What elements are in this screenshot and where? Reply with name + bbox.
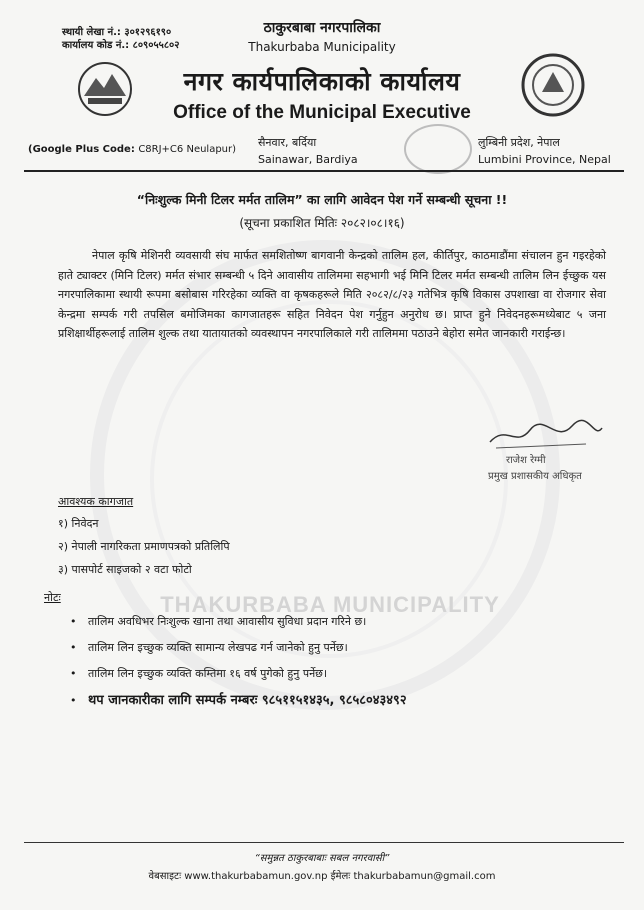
municipality-name-en: Thakurbaba Municipality [248, 40, 396, 54]
note-item [70, 666, 327, 681]
note-text: तालिम लिन इच्छुक व्यक्ति सामान्य लेखपढ गर्न जानेको हुनु पर्नेछ। [88, 641, 348, 654]
municipality-name-np: ठाकुरबाबा नगरपालिका [263, 20, 381, 36]
province-np: लुम्बिनी प्रदेश, नेपाल [478, 136, 560, 149]
permanent-account-no: स्थायी लेखा नं.: ३०१२९६१९० [62, 27, 172, 38]
footer-divider [24, 842, 624, 843]
note-item-contact [70, 690, 407, 708]
office-code: कार्यालय कोड नं.: ८०९०५५८०२ [62, 40, 180, 51]
document-item: २) नेपाली नागरिकता प्रमाणपत्रको प्रतिलिपि [58, 540, 230, 553]
province-en: Lumbini Province, Nepal [478, 153, 611, 166]
documents-heading: आवश्यक कागजात [58, 495, 134, 508]
document-item: ३) पासपोर्ट साइजको २ वटा फोटो [58, 563, 192, 576]
signature-icon [486, 414, 606, 454]
notice-published-date: (सूचना प्रकाशित मितिः २०८२।०८।१६) [239, 216, 405, 230]
bullet-icon: • [70, 694, 77, 707]
contact-numbers: थप जानकारीका लागि सम्पर्क नम्बरः ९८५११५१४३५, ९८५८०४३४९२ [88, 693, 407, 708]
notice-title: “निःशुल्क मिनी टिलर मर्मत तालिम” का लागि आवेदन पेश गर्ने सम्बन्धी सूचना !! [136, 192, 508, 207]
document-item: १) निवेदन [58, 517, 99, 530]
notes-heading: नोटः [44, 591, 61, 604]
watermark-text: THAKURBABA MUNICIPALITY [160, 592, 500, 617]
note-item [70, 614, 366, 629]
office-title-np: नगर कार्यपालिकाको कार्यालय [183, 67, 461, 96]
bullet-icon: • [70, 641, 77, 654]
footer-contact: वेबसाइटः www.thakurbabamun.gov.np ईमेलः thakurbabamun@gmail.com [148, 871, 496, 882]
bullet-icon: • [70, 667, 77, 680]
signatory-name: राजेश रेग्मी [506, 455, 546, 466]
address-np: सैनवार, बर्दिया [258, 136, 317, 149]
google-plus-code-value: C8RJ+C6 Neulapur) [138, 144, 237, 155]
footer-slogan: “समुन्नत ठाकुरबाबाः सबल नगरवासी” [254, 853, 390, 864]
office-stamp-icon [404, 124, 472, 174]
note-text: तालिम लिन इच्छुक व्यक्ति कम्तिमा १६ वर्ष पुगेको हुनु पर्नेछ। [88, 667, 328, 680]
note-text: तालिम अवधिभर निःशुल्क खाना तथा आवासीय सुविधा प्रदान गरिने छ। [88, 615, 367, 628]
address-en: Sainawar, Bardiya [258, 153, 358, 166]
notice-body: नेपाल कृषि मेशिनरी व्यवसायी संघ मार्फत समशितोष्ण बागवानी केन्द्रको तालिम हल, कीर्तिपुर, काठमाडौंमा संचालन हुन गइरहेको हाते ट्याक्टर (मिनि टिलर) मर्मत संभार सम्बन्धी ५ दिने आवासीय तालिममा सहभागी भई मिनि टिलर मर्मत सम्बन्धी तालिम लिन ईच्छुक यस नगरपालिकामा स्थायी रूपमा बसोबास गरिरहेका व्यक्ति वा कृषकहरूले मिति २०८२/८/२३ गतेभित्र कृषि विकास उपशाखा वा रोजगार सेवा केन्द्रमा सम्पर्क गरी तपसिल बमोजिमका कागजातहरू सहित निवेदन पेश गर्नुहुन अनुरोध छ। प्राप्त हुने निवेदनहरूमध्येबाट ५ जना प्रशिक्षार्थीहरूलाई तालिम शुल्क तथा यातायातको व्यवस्थापन नगरपालिकाले गरी तालिममा पठाउने बेहोरा समेत जानकारी गराईन्छ। [58, 249, 606, 340]
signatory-title: प्रमुख प्रशासकीय अधिकृत [488, 471, 582, 482]
note-item [70, 640, 348, 655]
google-plus-label: (Google Plus Code: [28, 144, 135, 155]
google-plus-code [28, 144, 236, 155]
municipality-logo-icon [520, 52, 586, 118]
header-divider [24, 170, 624, 172]
bullet-icon: • [70, 615, 77, 628]
office-title-en: Office of the Municipal Executive [173, 102, 471, 123]
